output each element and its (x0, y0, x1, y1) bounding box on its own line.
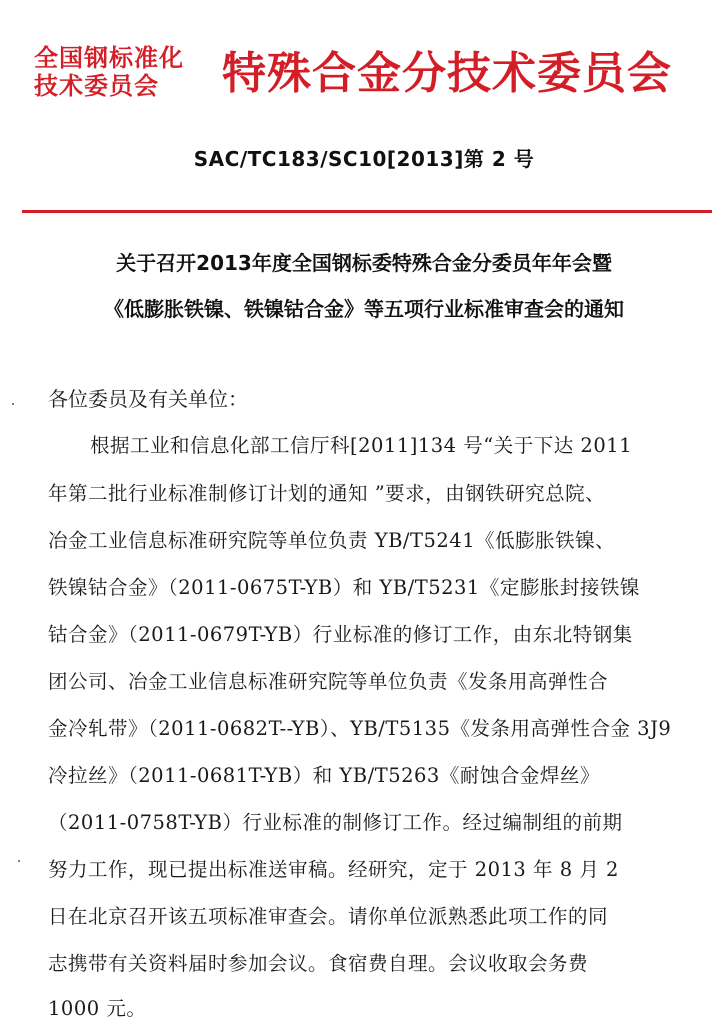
letterhead (0, 0, 728, 140)
body-line: 金冷轧带》（2011-0682T--YB）、YB/T5135《发条用高弹性合金 3J9 (48, 717, 672, 740)
committee-name-small (34, 44, 220, 100)
scan-speck (12, 403, 14, 405)
committee-name-line1: 全国钢标准化 (34, 44, 184, 72)
notice-title-line2: 《低膨胀铁镍、铁镍钴合金》等五项行业标准审查会的通知 (104, 297, 624, 321)
body-line: 根据工业和信息化部工信厅科[2011]134 号“关于下达 2011 (90, 434, 633, 457)
body-line: 冶金工业信息标准研究院等单位负责 YB/T5241《低膨胀铁镍、 (48, 529, 616, 552)
body-line: 年第二批行业标准制修订计划的通知 ”要求，由钢铁研究总院、 (48, 482, 606, 505)
body-line: 团公司、冶金工业信息标准研究院等单位负责《发条用高弹性合 (48, 670, 609, 693)
body-line: （2011-0758T-YB）行业标准的制修订工作。经过编制组的前期 (48, 811, 623, 834)
body-line: 日在北京召开该五项标准审查会。请你单位派熟悉此项工作的同 (48, 905, 609, 928)
body-line: 1000 元。 (48, 997, 147, 1020)
notice-title (0, 240, 728, 332)
red-divider-line (22, 210, 712, 213)
body-line: 冷拉丝》（2011-0681T-YB）和 YB/T5263《耐蚀合金焊丝》 (48, 764, 600, 787)
scan-speck (18, 860, 20, 862)
body-line: 努力工作，现已提出标准送审稿。经研究，定于 2013 年 8 月 2 (48, 858, 619, 881)
committee-name-line2: 技术委员会 (34, 72, 159, 100)
notice-title-line1: 关于召开2013年度全国钢标委特殊合金分委员年年会暨 (116, 251, 612, 275)
subcommittee-name: 特殊合金分技术委员会 (222, 48, 672, 99)
body-line: 铁镍钴合金》（2011-0675T-YB）和 YB/T5231《定膨胀封接铁镍 (48, 576, 640, 599)
salutation: 各位委员及有关单位： (48, 387, 248, 411)
document-number: SAC/TC183/SC10[2013]第 2 号 (193, 147, 535, 171)
body-line: 钴合金》（2011-0679T-YB）行业标准的修订工作，由东北特钢集 (48, 623, 633, 646)
body-line: 志携带有关资料届时参加会议。食宿费自理。会议收取会务费 (48, 952, 589, 975)
